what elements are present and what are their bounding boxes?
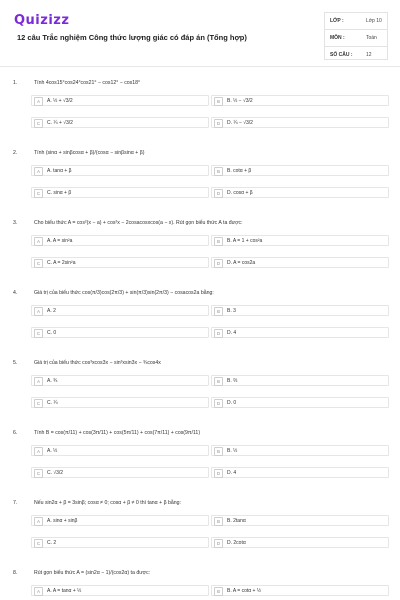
option-text: B. cotα + β bbox=[227, 168, 252, 174]
answer-option-b[interactable] bbox=[211, 305, 389, 316]
answer-option-a[interactable] bbox=[31, 445, 209, 456]
option-text: B. ⅔ bbox=[227, 378, 238, 384]
option-letter-badge: D bbox=[214, 119, 223, 128]
option-text: C. 0 bbox=[47, 330, 57, 336]
option-letter-badge: C bbox=[34, 119, 43, 128]
option-letter-badge: B bbox=[214, 377, 223, 386]
option-letter-badge: C bbox=[34, 259, 43, 268]
answer-option-d[interactable] bbox=[211, 397, 389, 408]
option-text: A. ½ + √3/2 bbox=[47, 98, 73, 104]
answer-option-d[interactable] bbox=[211, 467, 389, 478]
option-text: C. √3/2 bbox=[47, 470, 64, 476]
document-title: 12 câu Trắc nghiệm Công thức lượng giác có đáp án (Tổng hợp) bbox=[17, 33, 247, 42]
option-text: C. sinα + β bbox=[47, 190, 72, 196]
option-text: A. A = sin²a bbox=[47, 238, 73, 244]
meta-label: LỚP : bbox=[330, 18, 344, 24]
question-text: Giá trị của biểu thức cos³xcos3x − sin³xsin3x − ¾cos4x bbox=[34, 360, 161, 366]
option-text: D. A = cos2a bbox=[227, 260, 256, 266]
option-text: B. 3 bbox=[227, 308, 236, 314]
meta-label: MÔN : bbox=[330, 35, 345, 41]
option-letter-badge: C bbox=[34, 189, 43, 198]
option-letter-badge: B bbox=[214, 237, 223, 246]
question-text: Tính B = cos(π/11) + cos(3π/11) + cos(5π/11) + cos(7π/11) + cos(9π/11) bbox=[34, 430, 201, 436]
option-text: D. 4 bbox=[227, 470, 237, 476]
option-text: D. 2cotα bbox=[227, 540, 246, 546]
option-text: B. A = cotα + ½ bbox=[227, 588, 262, 594]
question-text: Nếu sin2α + β = 3sinβ; cosα ≠ 0; cosα + β ≠ 0 thì tanα + β bằng: bbox=[34, 500, 181, 506]
option-letter-badge: C bbox=[34, 329, 43, 338]
option-text: C. ¼ + √3/2 bbox=[47, 120, 73, 126]
option-text: D. cosα + β bbox=[227, 190, 253, 196]
meta-label: SỐ CÂU : bbox=[330, 52, 353, 58]
question-text: Tính 4cos15°cos24°cos21° − cos12° − cos18° bbox=[34, 80, 141, 86]
answer-option-c[interactable] bbox=[31, 537, 209, 548]
meta-row-class bbox=[324, 12, 388, 30]
option-letter-badge: D bbox=[214, 469, 223, 478]
option-letter-badge: D bbox=[214, 539, 223, 548]
option-letter-badge: A bbox=[34, 307, 43, 316]
option-letter-badge: D bbox=[214, 329, 223, 338]
option-letter-badge: D bbox=[214, 189, 223, 198]
option-text: A. 2 bbox=[47, 308, 56, 314]
option-letter-badge: D bbox=[214, 259, 223, 268]
page-header bbox=[0, 0, 400, 62]
option-letter-badge: A bbox=[34, 237, 43, 246]
option-text: C. ¼ bbox=[47, 400, 58, 406]
question-text: Tính (sinα + sinβcosα + β)/(cosα − sinβsinα + β) bbox=[34, 150, 145, 156]
option-text: D. 0 bbox=[227, 400, 237, 406]
question-number: 4. bbox=[13, 290, 18, 296]
answer-option-a[interactable] bbox=[31, 305, 209, 316]
answer-option-b[interactable] bbox=[211, 445, 389, 456]
question-number: 3. bbox=[13, 220, 18, 226]
option-text: A. ¾ bbox=[47, 378, 58, 384]
option-letter-badge: C bbox=[34, 469, 43, 478]
option-letter-badge: A bbox=[34, 587, 43, 596]
option-text: B. 2tanα bbox=[227, 518, 246, 524]
meta-row-count bbox=[324, 47, 388, 63]
answer-option-d[interactable] bbox=[211, 327, 389, 338]
option-letter-badge: B bbox=[214, 517, 223, 526]
option-text: B. ½ − √3/2 bbox=[227, 98, 253, 104]
question-number: 1. bbox=[13, 80, 18, 86]
quizizz-logo: Quizizz bbox=[14, 13, 70, 28]
option-letter-badge: D bbox=[214, 399, 223, 408]
option-text: B. ½ bbox=[227, 448, 238, 454]
option-letter-badge: C bbox=[34, 399, 43, 408]
question-number: 7. bbox=[13, 500, 18, 506]
meta-row-subject bbox=[324, 30, 388, 47]
option-letter-badge: B bbox=[214, 307, 223, 316]
option-text: A. A = tanα + ½ bbox=[47, 588, 82, 594]
option-text: C. 2 bbox=[47, 540, 57, 546]
question-text: Rút gọn biểu thức A = (sin2α − 1)/(cos2α) ta được: bbox=[34, 570, 151, 576]
meta-value: 12 bbox=[366, 52, 372, 58]
option-letter-badge: A bbox=[34, 97, 43, 106]
question-number: 6. bbox=[13, 430, 18, 436]
option-text: C. A = 2sin²a bbox=[47, 260, 76, 266]
option-text: A. tanα + β bbox=[47, 168, 72, 174]
option-text: A. ½ bbox=[47, 448, 58, 454]
question-text: Giá trị của biểu thức cos(π/3)cos(2π/3) + sin(π/3)sin(2π/3) − cosacos2a bằng: bbox=[34, 290, 214, 296]
option-text: D. 4 bbox=[227, 330, 237, 336]
option-letter-badge: A bbox=[34, 517, 43, 526]
meta-table bbox=[324, 12, 388, 63]
option-letter-badge: B bbox=[214, 167, 223, 176]
option-letter-badge: C bbox=[34, 539, 43, 548]
option-letter-badge: A bbox=[34, 167, 43, 176]
option-letter-badge: B bbox=[214, 587, 223, 596]
option-text: D. ¼ − √3/2 bbox=[227, 120, 253, 126]
option-letter-badge: B bbox=[214, 447, 223, 456]
answer-option-b[interactable] bbox=[211, 375, 389, 386]
option-letter-badge: A bbox=[34, 377, 43, 386]
option-text: A. sinα + sinβ bbox=[47, 518, 78, 524]
question-number: 2. bbox=[13, 150, 18, 156]
meta-value: Lớp 10 bbox=[366, 18, 382, 24]
option-letter-badge: A bbox=[34, 447, 43, 456]
answer-option-a[interactable] bbox=[31, 375, 209, 386]
question-number: 5. bbox=[13, 360, 18, 366]
option-letter-badge: B bbox=[214, 97, 223, 106]
question-number: 8. bbox=[13, 570, 18, 576]
answer-option-c[interactable] bbox=[31, 327, 209, 338]
option-text: B. A = 1 + cos²a bbox=[227, 238, 263, 244]
header-divider bbox=[0, 66, 400, 67]
meta-value: Toán bbox=[366, 35, 377, 41]
question-text: Cho biểu thức A = cos²(x − a) + cos²x − 2cosacosxcos(a − x). Rút gọn biểu thức A ta được: bbox=[34, 220, 243, 226]
